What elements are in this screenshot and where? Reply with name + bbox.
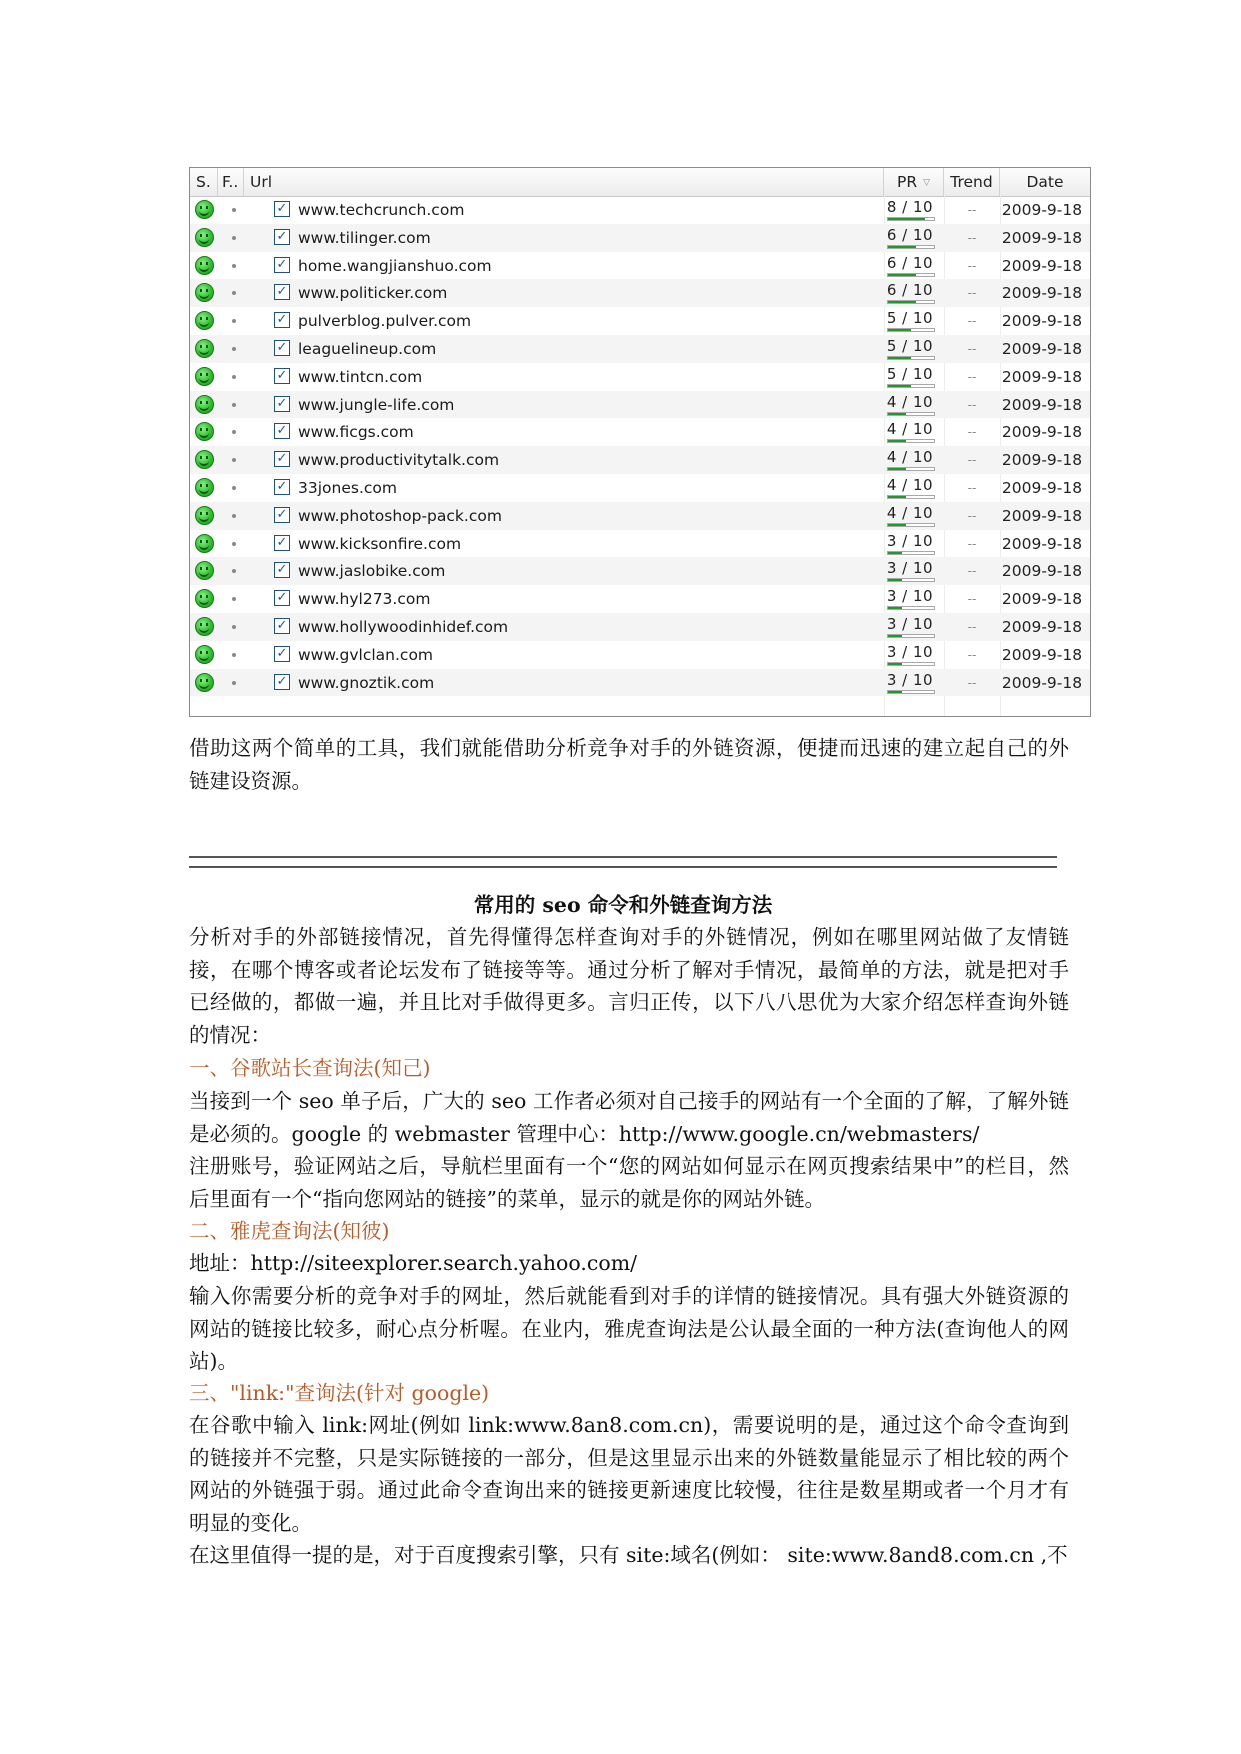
row-url[interactable]: home.wangjianshuo.com (298, 256, 492, 275)
row-checkbox[interactable]: ✓ (274, 368, 290, 384)
row-date: 2009-9-18 (1001, 395, 1083, 414)
pr-bar-fill (888, 413, 906, 415)
pr-bar-fill (888, 524, 906, 526)
row-pr: 3 / 10 (886, 614, 934, 633)
dot-icon (232, 625, 236, 629)
row-date: 2009-9-18 (1001, 673, 1083, 692)
column-header-status[interactable]: S. (190, 168, 218, 196)
column-header-pr-label: PR (896, 173, 918, 191)
row-date: 2009-9-18 (1001, 423, 1083, 442)
paragraph-3: 注册账号，验证网站之后，导航栏里面有一个“您的网站如何显示在网页搜索结果中”的栏目，然后里面有一个“指向您网站的链接”的菜单，显示的就是你的网站外链。 (189, 1154, 1069, 1211)
row-date: 2009-9-18 (1001, 562, 1083, 581)
row-trend: -- (967, 397, 977, 412)
row-checkbox[interactable]: ✓ (274, 229, 290, 245)
row-url[interactable]: leaguelineup.com (298, 339, 437, 358)
pr-bar-fill (888, 329, 911, 331)
table-row[interactable] (190, 613, 1090, 641)
divider (189, 856, 1057, 868)
row-checkbox[interactable]: ✓ (274, 423, 290, 439)
row-url[interactable]: pulverblog.pulver.com (298, 312, 472, 331)
row-checkbox[interactable]: ✓ (274, 312, 290, 328)
row-checkbox[interactable]: ✓ (274, 618, 290, 634)
dot-icon (232, 264, 236, 268)
status-smiley-icon (195, 450, 214, 469)
status-smiley-icon (195, 561, 214, 580)
pr-bar (887, 606, 935, 610)
row-url[interactable]: www.gvlclan.com (298, 645, 434, 664)
table-body (190, 196, 1090, 696)
dot-icon (232, 597, 236, 601)
column-header-trend[interactable]: Trend (944, 168, 1000, 196)
row-trend: -- (967, 536, 977, 551)
row-checkbox[interactable]: ✓ (274, 201, 290, 217)
row-trend: -- (967, 203, 977, 217)
row-checkbox[interactable]: ✓ (274, 507, 290, 523)
table-row[interactable] (190, 557, 1090, 585)
dot-icon (232, 653, 236, 657)
pr-bar-fill (888, 468, 906, 470)
row-url[interactable]: www.hyl273.com (298, 590, 431, 609)
row-pr: 3 / 10 (886, 531, 934, 550)
row-checkbox[interactable]: ✓ (274, 535, 290, 551)
paragraph-4: 地址：http://siteexplorer.search.yahoo.com/ (189, 1251, 638, 1275)
row-pr: 4 / 10 (886, 475, 934, 494)
dot-icon (232, 542, 236, 546)
status-smiley-icon (195, 228, 214, 247)
row-trend: -- (967, 314, 977, 329)
dot-icon (232, 208, 236, 212)
row-trend: -- (967, 369, 977, 384)
pr-bar (887, 578, 935, 582)
row-pr: 4 / 10 (886, 503, 934, 522)
dot-icon (232, 486, 236, 490)
row-trend: -- (967, 258, 977, 273)
row-url[interactable]: www.kicksonfire.com (298, 534, 462, 553)
row-checkbox[interactable]: ✓ (274, 479, 290, 495)
dot-icon (232, 681, 236, 685)
row-pr: 3 / 10 (886, 670, 934, 689)
pr-bar-fill (888, 301, 916, 303)
row-url[interactable]: www.gnoztik.com (298, 673, 435, 692)
pr-bar-fill (888, 635, 902, 637)
row-date: 2009-9-18 (1001, 506, 1083, 525)
pr-bar (887, 328, 935, 332)
dot-icon (232, 291, 236, 295)
pr-bar-fill (888, 607, 902, 609)
row-pr: 6 / 10 (886, 281, 934, 300)
row-date: 2009-9-18 (1001, 534, 1083, 553)
row-url[interactable]: www.jungle-life.com (298, 395, 455, 414)
status-smiley-icon (195, 478, 214, 497)
row-date: 2009-9-18 (1001, 478, 1083, 497)
row-trend: -- (967, 592, 977, 607)
paragraph-5: 输入你需要分析的竞争对手的网址，然后就能看到对手的详情的链接情况。具有强大外链资源的网站的链接比较多，耐心点分析喔。在业内，雅虎查询法是公认最全面的一种方法(查询他人的网站)。 (189, 1284, 1069, 1373)
column-header-f[interactable]: F.. (218, 168, 244, 196)
row-trend: -- (967, 230, 977, 245)
column-header-url[interactable]: Url (244, 168, 884, 196)
status-smiley-icon (195, 589, 214, 608)
row-trend: -- (967, 453, 977, 468)
sort-arrow-icon: ▽ (923, 178, 931, 188)
pr-bar-fill (888, 552, 902, 554)
pr-bar (887, 495, 935, 499)
row-date: 2009-9-18 (1001, 590, 1083, 609)
dot-icon (232, 514, 236, 518)
row-checkbox[interactable]: ✓ (274, 284, 290, 300)
row-checkbox[interactable]: ✓ (274, 562, 290, 578)
paragraph-1: 分析对手的外部链接情况，首先得懂得怎样查询对手的外链情况，例如在哪里网站做了友情链接，在哪个博客或者论坛发布了链接等等。通过分析了解对手情况，最简单的方法，就是把对手已经做的，都做一遍，并且比对手做得更多。言归正传，以下八八思优为大家介绍怎样查询外链的情况： (189, 925, 1069, 1047)
row-date: 2009-9-18 (1001, 201, 1083, 219)
row-pr: 5 / 10 (886, 336, 934, 355)
status-smiley-icon (195, 422, 214, 441)
row-pr: 3 / 10 (886, 642, 934, 661)
row-trend: -- (967, 341, 977, 356)
table-row[interactable] (190, 196, 1090, 224)
pr-bar-fill (888, 218, 925, 220)
heading-3: 三、"link:"查询法(针对 google) (189, 1381, 490, 1405)
row-trend: -- (967, 675, 977, 690)
pr-bar (887, 690, 935, 694)
status-smiley-icon (195, 506, 214, 525)
pr-bar-fill (888, 385, 911, 387)
row-url[interactable]: www.ficgs.com (298, 423, 414, 442)
table-row[interactable] (190, 530, 1090, 558)
row-pr: 4 / 10 (886, 448, 934, 467)
row-checkbox[interactable]: ✓ (274, 451, 290, 467)
row-date: 2009-9-18 (1001, 451, 1083, 470)
row-pr: 8 / 10 (886, 198, 934, 216)
pr-bar-fill (888, 440, 906, 442)
row-date: 2009-9-18 (1001, 312, 1083, 331)
row-pr: 5 / 10 (886, 364, 934, 383)
status-smiley-icon (195, 395, 214, 414)
row-trend: -- (967, 508, 977, 523)
row-trend: -- (967, 564, 977, 579)
row-pr: 6 / 10 (886, 253, 934, 272)
dot-icon (232, 430, 236, 434)
row-date: 2009-9-18 (1001, 256, 1083, 275)
pr-bar-fill (888, 691, 902, 693)
row-trend: -- (967, 425, 977, 440)
dot-icon (232, 403, 236, 407)
row-url[interactable]: www.photoshop-pack.com (298, 506, 502, 525)
status-smiley-icon (195, 367, 214, 386)
table-row[interactable] (190, 669, 1090, 697)
column-header-pr[interactable] (884, 168, 944, 196)
heading-1: 一、谷歌站长查询法(知己) (189, 1056, 431, 1080)
paragraph-6: 在谷歌中输入 link:网址(例如 link:www.8an8.com.cn)，需要说明的是，通过这个命令查询到的链接并不完整，只是实际链接的一部分，但是这里显示出来的外链数量能显示了相比较的两个网站的外链强于弱。通过此命令查询出来的链接更新速度比较慢，往往是数星期或者一个月才有明显的变化。 (189, 1413, 1069, 1535)
dot-icon (232, 319, 236, 323)
status-smiley-icon (195, 283, 214, 302)
pr-bar-fill (888, 579, 902, 581)
dot-icon (232, 375, 236, 379)
table-row[interactable] (190, 224, 1090, 252)
pr-bar (887, 662, 935, 666)
row-pr: 6 / 10 (886, 225, 934, 244)
row-pr: 5 / 10 (886, 309, 934, 328)
status-smiley-icon (195, 339, 214, 358)
row-url[interactable]: www.productivitytalk.com (298, 451, 500, 470)
paragraph-7: 在这里值得一提的是，对于百度搜索引擎，只有 site:域名(例如： site:www.8and8.com.cn ,不 (189, 1543, 1068, 1567)
row-pr: 3 / 10 (886, 587, 934, 606)
status-smiley-icon (195, 200, 214, 219)
row-url[interactable]: 33jones.com (298, 478, 397, 497)
dot-icon (232, 347, 236, 351)
row-url[interactable]: www.politicker.com (298, 284, 448, 303)
row-pr: 4 / 10 (886, 420, 934, 439)
row-date: 2009-9-18 (1001, 617, 1083, 636)
row-checkbox[interactable]: ✓ (274, 674, 290, 690)
table-row[interactable] (190, 474, 1090, 502)
pr-bar-fill (888, 663, 902, 665)
row-url[interactable]: www.tilinger.com (298, 228, 431, 247)
row-date: 2009-9-18 (1001, 367, 1083, 386)
pr-bar (887, 384, 935, 388)
pr-bar (887, 551, 935, 555)
pr-bar (887, 467, 935, 471)
dot-icon (232, 569, 236, 573)
table-row[interactable] (190, 391, 1090, 419)
pr-bar (887, 523, 935, 527)
row-url[interactable]: www.hollywoodinhidef.com (298, 617, 509, 636)
table-row[interactable] (190, 252, 1090, 280)
row-url[interactable]: www.jaslobike.com (298, 562, 446, 581)
dot-icon (232, 458, 236, 462)
intro-paragraph: 借助这两个简单的工具，我们就能借助分析竞争对手的外链资源，便捷而迅速的建立起自己的外链建设资源。 (189, 736, 1069, 793)
row-trend: -- (967, 619, 977, 634)
status-smiley-icon (195, 673, 214, 692)
status-smiley-icon (195, 645, 214, 664)
table-row[interactable] (190, 363, 1090, 391)
table-row[interactable] (190, 446, 1090, 474)
row-date: 2009-9-18 (1001, 645, 1083, 664)
table-row[interactable] (190, 418, 1090, 446)
pr-bar (887, 245, 935, 249)
pr-bar (887, 273, 935, 277)
row-checkbox[interactable]: ✓ (274, 590, 290, 606)
row-date: 2009-9-18 (1001, 228, 1083, 247)
status-smiley-icon (195, 311, 214, 330)
row-date: 2009-9-18 (1001, 284, 1083, 303)
pr-bar (887, 356, 935, 360)
row-checkbox[interactable]: ✓ (274, 646, 290, 662)
pr-bar (887, 439, 935, 443)
row-checkbox[interactable]: ✓ (274, 257, 290, 273)
pr-bar-fill (888, 246, 916, 248)
table-row[interactable] (190, 335, 1090, 363)
row-checkbox[interactable]: ✓ (274, 340, 290, 356)
pr-bar (887, 300, 935, 304)
row-pr: 3 / 10 (886, 559, 934, 578)
dot-icon (232, 236, 236, 240)
column-header-date[interactable]: Date (1026, 173, 1064, 191)
pr-bar-fill (888, 274, 916, 276)
status-smiley-icon (195, 534, 214, 553)
row-pr: 4 / 10 (886, 392, 934, 411)
row-trend: -- (967, 286, 977, 301)
pr-bar-fill (888, 357, 911, 359)
row-url[interactable]: www.techcrunch.com (298, 201, 465, 219)
table-row[interactable] (190, 502, 1090, 530)
table-row[interactable] (190, 641, 1090, 669)
heading-2: 二、雅虎查询法(知彼) (189, 1219, 390, 1243)
row-checkbox[interactable]: ✓ (274, 396, 290, 412)
row-trend: -- (967, 647, 977, 662)
pr-bar (887, 634, 935, 638)
pr-bar-fill (888, 496, 906, 498)
status-smiley-icon (195, 256, 214, 275)
table-row[interactable] (190, 585, 1090, 613)
paragraph-2: 当接到一个 seo 单子后，广大的 seo 工作者必须对自己接手的网站有一个全面的了解，了解外链是必须的。google 的 webmaster 管理中心：http://www.google.cn/webmasters/ (189, 1089, 1069, 1146)
pr-bar (887, 412, 935, 416)
row-date: 2009-9-18 (1001, 339, 1083, 358)
backlink-table (189, 167, 1091, 717)
status-smiley-icon (195, 617, 214, 636)
pr-bar (887, 217, 935, 221)
table-row[interactable] (190, 307, 1090, 335)
table-header (190, 168, 1090, 197)
row-trend: -- (967, 480, 977, 495)
section-title: 常用的 seo 命令和外链查询方法 (473, 893, 773, 917)
table-row[interactable] (190, 279, 1090, 307)
row-url[interactable]: www.tintcn.com (298, 367, 423, 386)
